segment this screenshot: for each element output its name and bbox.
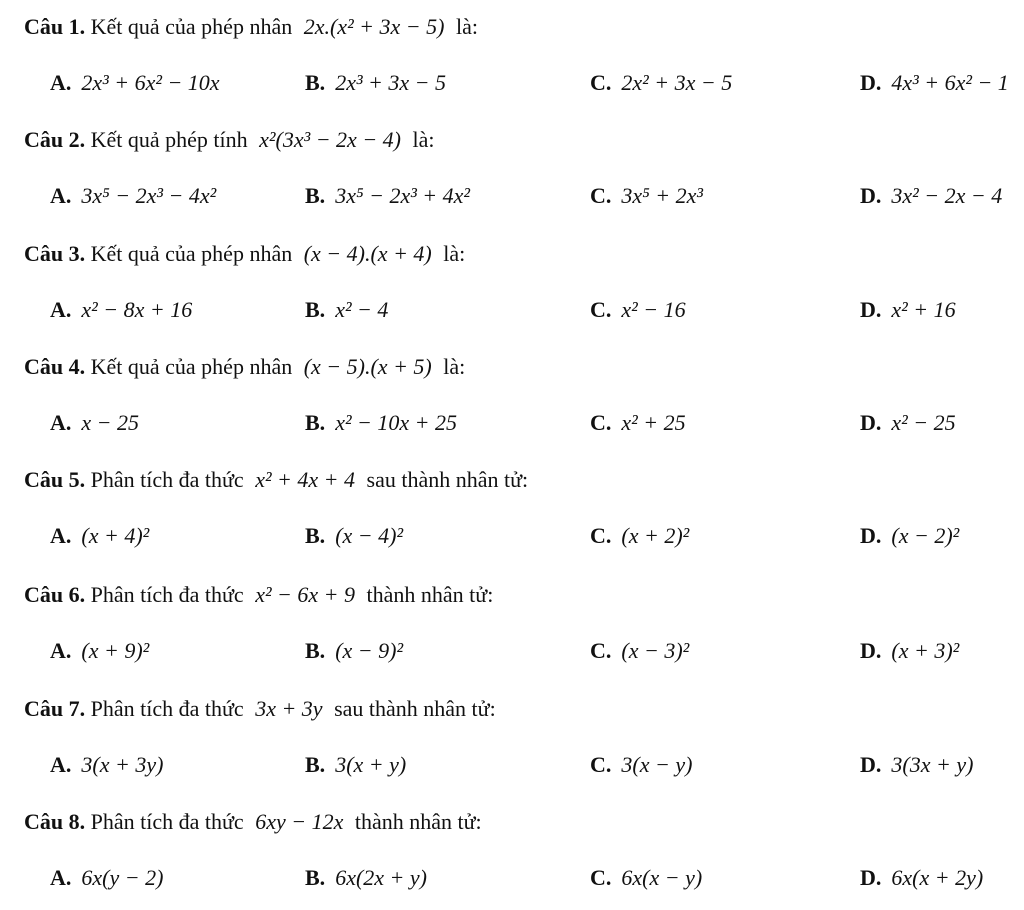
question-text: Phân tích đa thức: [90, 696, 244, 721]
choice-d[interactable]: [860, 636, 959, 666]
choice-expression: 6x(2x + y): [335, 865, 427, 890]
choice-expression: 2x³ + 6x² − 10x: [81, 70, 220, 95]
question-text-end: là:: [455, 14, 478, 39]
choice-b[interactable]: [305, 408, 457, 438]
choice-c[interactable]: [590, 636, 689, 666]
choice-expression: x² − 8x + 16: [81, 297, 193, 322]
choice-expression: 2x³ + 3x − 5: [335, 70, 447, 95]
question-text: Kết quả phép tính: [90, 127, 248, 152]
choice-a[interactable]: [50, 521, 149, 551]
choice-letter: C.: [590, 183, 612, 208]
choice-expression: 3x² − 2x − 4: [891, 183, 1003, 208]
choice-letter: A.: [50, 410, 72, 435]
choice-letter: B.: [305, 297, 326, 322]
question-expression: x²(3x³ − 2x − 4): [259, 127, 401, 152]
choice-letter: C.: [590, 70, 612, 95]
question-stem: [24, 465, 528, 495]
choice-letter: B.: [305, 523, 326, 548]
question-2: [0, 113, 1024, 225]
choice-letter: C.: [590, 752, 612, 777]
choice-letter: C.: [590, 865, 612, 890]
choice-expression: (x + 3)²: [891, 638, 960, 663]
question-expression: x² + 4x + 4: [255, 467, 356, 492]
choice-expression: x² − 4: [335, 297, 389, 322]
choice-expression: 2x² + 3x − 5: [621, 70, 733, 95]
choice-b[interactable]: [305, 181, 470, 211]
question-3: [0, 227, 1024, 339]
choice-letter: D.: [860, 70, 882, 95]
question-expression: 2x.(x² + 3x − 5): [303, 14, 445, 39]
question-expression: 6xy − 12x: [255, 809, 344, 834]
question-text-end: là:: [443, 354, 466, 379]
choice-b[interactable]: [305, 863, 427, 893]
choice-d[interactable]: [860, 521, 959, 551]
choice-expression: 3(x + 3y): [81, 752, 164, 777]
question-number: Câu 5.: [24, 467, 86, 492]
question-number: Câu 7.: [24, 696, 86, 721]
question-text-end: là:: [443, 241, 466, 266]
choice-expression: 4x³ + 6x² − 1: [891, 70, 1009, 95]
question-text: Kết quả của phép nhân: [90, 241, 293, 266]
question-4: [0, 340, 1024, 452]
choice-letter: D.: [860, 297, 882, 322]
choice-expression: x² − 16: [621, 297, 686, 322]
choice-letter: D.: [860, 183, 882, 208]
choice-letter: B.: [305, 638, 326, 663]
choice-expression: 6x(x + 2y): [891, 865, 984, 890]
question-text-end: sau thành nhân tử:: [366, 467, 529, 492]
choice-b[interactable]: [305, 750, 406, 780]
choice-a[interactable]: [50, 750, 163, 780]
question-8: [0, 795, 1024, 907]
choice-c[interactable]: [590, 750, 692, 780]
question-number: Câu 8.: [24, 809, 86, 834]
question-expression: (x − 4).(x + 4): [303, 241, 432, 266]
question-expression: (x − 5).(x + 5): [303, 354, 432, 379]
choice-c[interactable]: [590, 68, 732, 98]
choice-letter: A.: [50, 752, 72, 777]
choice-expression: x² − 25: [891, 410, 956, 435]
choice-c[interactable]: [590, 181, 703, 211]
choice-letter: A.: [50, 183, 72, 208]
question-number: Câu 2.: [24, 127, 86, 152]
choice-expression: 3(3x + y): [891, 752, 974, 777]
question-stem: [24, 580, 493, 610]
choice-expression: (x − 2)²: [891, 523, 960, 548]
choice-letter: C.: [590, 410, 612, 435]
choice-letter: A.: [50, 70, 72, 95]
choice-letter: D.: [860, 752, 882, 777]
choice-expression: (x − 4)²: [335, 523, 404, 548]
choice-d[interactable]: [860, 181, 1002, 211]
question-stem: [24, 12, 478, 42]
choice-d[interactable]: [860, 750, 973, 780]
choice-a[interactable]: [50, 68, 220, 98]
choice-expression: x² + 16: [891, 297, 956, 322]
choice-expression: 3x⁵ − 2x³ − 4x²: [81, 183, 217, 208]
choice-a[interactable]: [50, 181, 216, 211]
question-7: [0, 682, 1024, 794]
choice-d[interactable]: [860, 68, 1009, 98]
question-number: Câu 1.: [24, 14, 86, 39]
question-expression: x² − 6x + 9: [255, 582, 356, 607]
question-stem: [24, 807, 482, 837]
choice-letter: B.: [305, 70, 326, 95]
choice-c[interactable]: [590, 863, 702, 893]
question-expression: 3x + 3y: [255, 696, 323, 721]
choice-letter: D.: [860, 523, 882, 548]
choice-letter: D.: [860, 638, 882, 663]
question-text-end: thành nhân tử:: [354, 809, 482, 834]
question-text: Kết quả của phép nhân: [90, 354, 293, 379]
choice-expression: (x − 9)²: [335, 638, 404, 663]
choice-expression: x² + 25: [621, 410, 686, 435]
choice-letter: B.: [305, 865, 326, 890]
choice-a[interactable]: [50, 295, 192, 325]
choice-letter: B.: [305, 410, 326, 435]
choice-letter: A.: [50, 297, 72, 322]
choice-a[interactable]: [50, 636, 149, 666]
question-text: Kết quả của phép nhân: [90, 14, 293, 39]
choice-expression: 3(x + y): [335, 752, 407, 777]
choice-expression: (x − 3)²: [621, 638, 690, 663]
choice-expression: (x + 4)²: [81, 523, 150, 548]
choice-b[interactable]: [305, 636, 403, 666]
choice-c[interactable]: [590, 521, 689, 551]
choice-expression: (x + 9)²: [81, 638, 150, 663]
choice-letter: B.: [305, 752, 326, 777]
choice-letter: C.: [590, 638, 612, 663]
choice-c[interactable]: [590, 295, 686, 325]
choice-d[interactable]: [860, 863, 983, 893]
choice-letter: C.: [590, 297, 612, 322]
question-5: [0, 453, 1024, 565]
choice-a[interactable]: [50, 408, 139, 438]
question-stem: [24, 694, 496, 724]
choice-expression: (x + 2)²: [621, 523, 690, 548]
choice-expression: x − 25: [81, 410, 140, 435]
choice-letter: C.: [590, 523, 612, 548]
choice-letter: D.: [860, 410, 882, 435]
choice-letter: B.: [305, 183, 326, 208]
choice-expression: 3x⁵ + 2x³: [621, 183, 704, 208]
choice-expression: 6x(y − 2): [81, 865, 164, 890]
choice-letter: A.: [50, 523, 72, 548]
question-stem: [24, 352, 465, 382]
question-6: [0, 568, 1024, 680]
question-stem: [24, 239, 465, 269]
question-text-end: thành nhân tử:: [366, 582, 494, 607]
question-text: Phân tích đa thức: [90, 809, 244, 834]
choice-expression: x² − 10x + 25: [335, 410, 458, 435]
choice-b[interactable]: [305, 295, 388, 325]
choice-letter: D.: [860, 865, 882, 890]
question-number: Câu 6.: [24, 582, 86, 607]
question-text: Phân tích đa thức: [90, 467, 244, 492]
choice-c[interactable]: [590, 408, 686, 438]
question-text-end: là:: [412, 127, 435, 152]
choice-expression: 6x(x − y): [621, 865, 703, 890]
choice-d[interactable]: [860, 295, 956, 325]
choice-expression: 3x⁵ − 2x³ + 4x²: [335, 183, 471, 208]
choice-b[interactable]: [305, 68, 446, 98]
question-1: [0, 0, 1024, 112]
question-number: Câu 4.: [24, 354, 86, 379]
question-number: Câu 3.: [24, 241, 86, 266]
choice-d[interactable]: [860, 408, 956, 438]
choice-letter: A.: [50, 638, 72, 663]
question-text: Phân tích đa thức: [90, 582, 244, 607]
choice-expression: 3(x − y): [621, 752, 693, 777]
choice-a[interactable]: [50, 863, 163, 893]
question-text-end: sau thành nhân tử:: [334, 696, 496, 721]
choice-letter: A.: [50, 865, 72, 890]
question-stem: [24, 125, 435, 155]
choice-b[interactable]: [305, 521, 403, 551]
